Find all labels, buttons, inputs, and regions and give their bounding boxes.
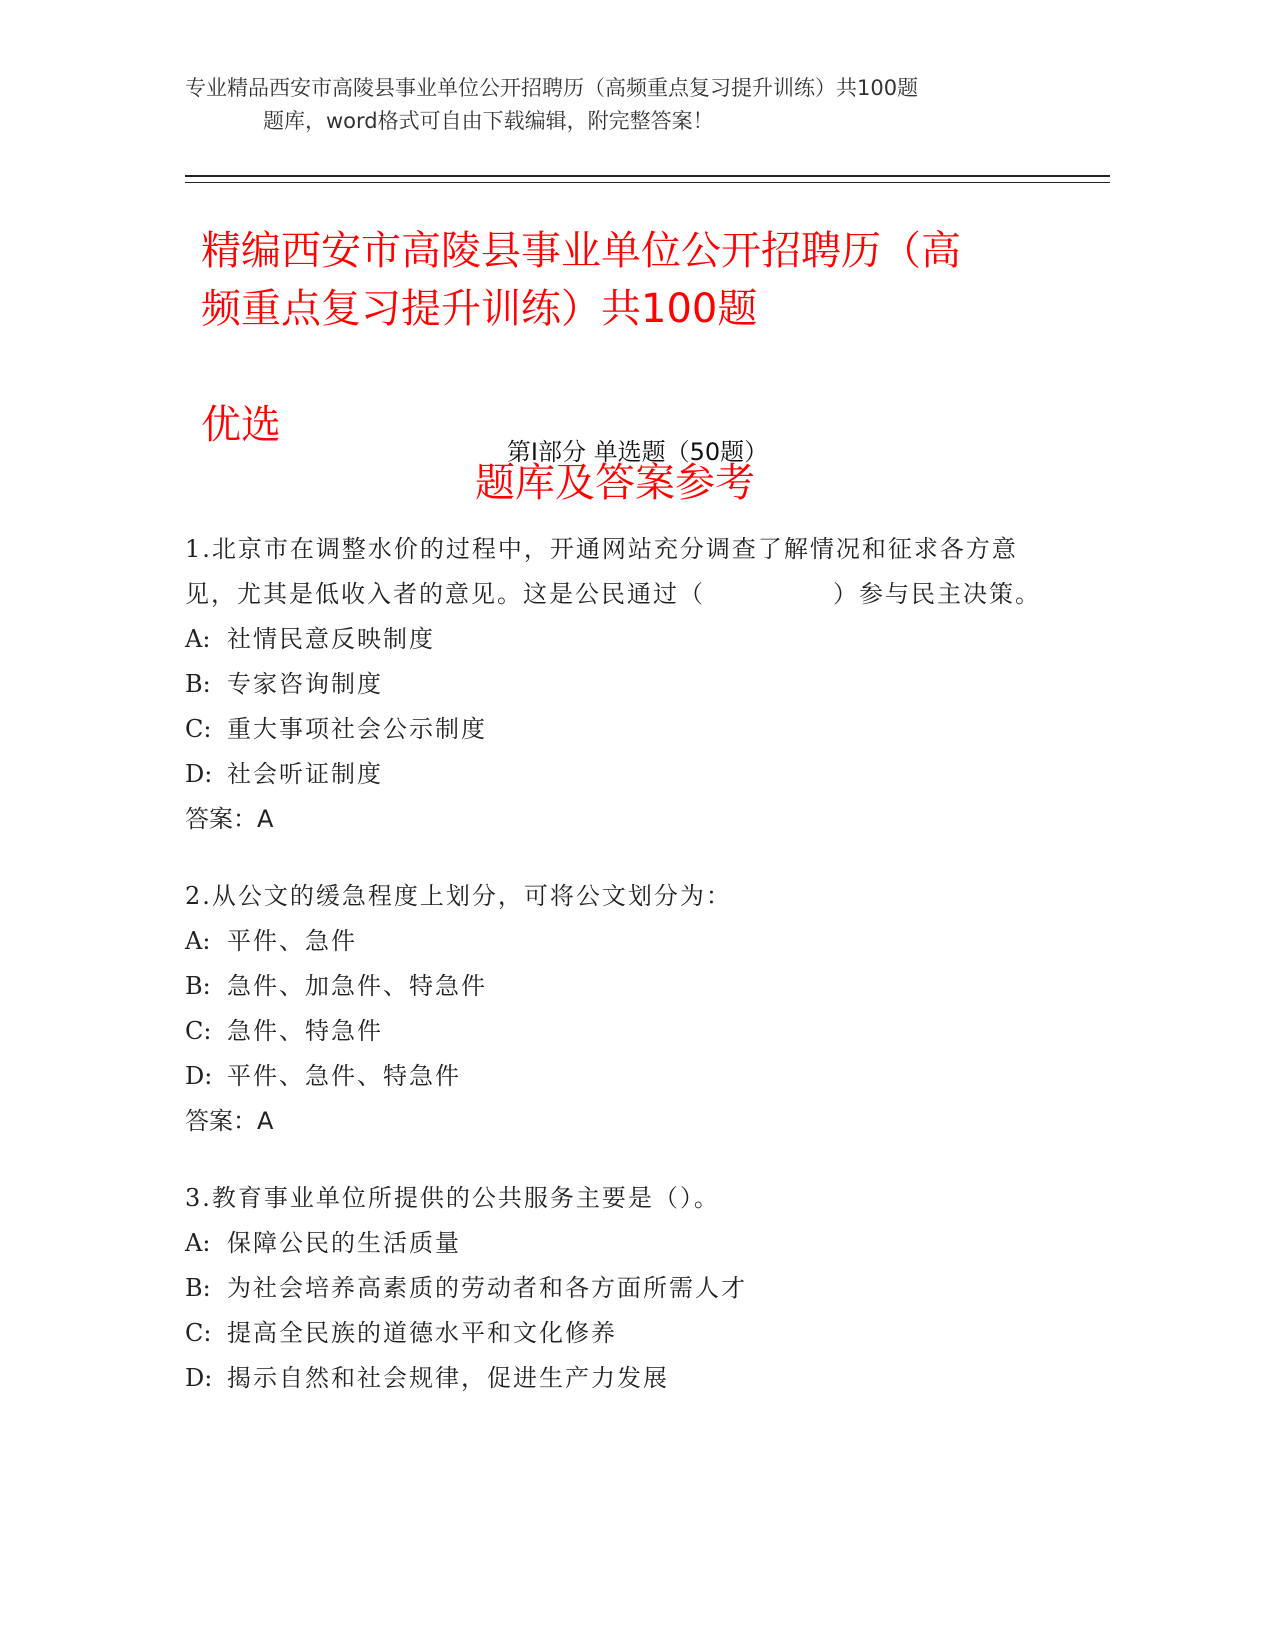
option-text: 重大事项社会公示制度	[227, 715, 487, 743]
option-letter: C:	[185, 715, 212, 743]
option-text: 平件、急件	[227, 927, 357, 955]
option-letter: B:	[185, 1274, 211, 1302]
question-stem-part-1: 1.北京市在调整水价的过程中，开通网站充分调查了解情况和征求各方意见，尤其是低收入者的意见。这是公民通过（	[185, 535, 1018, 608]
answer-line: 答案：A	[185, 1107, 274, 1135]
option-c	[185, 1009, 1065, 1054]
option-text: 提高全民族的道德水平和文化修养	[227, 1319, 617, 1347]
header-rule-thin	[185, 182, 1110, 183]
question-1	[185, 527, 1065, 842]
option-text: 社会听证制度	[227, 760, 383, 788]
option-letter: A:	[185, 1229, 211, 1257]
question-2	[185, 874, 1065, 1144]
question-stem: 3.教育事业单位所提供的公共服务主要是（）。	[185, 1184, 720, 1212]
title-line-2b: 优选	[201, 402, 281, 448]
title-line-2	[185, 280, 1065, 454]
page-header	[185, 72, 1065, 138]
option-text: 保障公民的生活质量	[227, 1229, 461, 1257]
option-text: 专家咨询制度	[227, 670, 383, 698]
question-stem: 2.从公文的缓急程度上划分，可将公文划分为：	[185, 882, 732, 910]
option-a	[185, 1221, 1065, 1266]
title-line-1: 精编西安市高陵县事业单位公开招聘历（高	[201, 228, 961, 274]
header-line-1: 专业精品西安市高陵县事业单位公开招聘历（高频重点复习提升训练）共100题	[185, 76, 919, 100]
option-letter: D:	[185, 760, 213, 788]
option-letter: D:	[185, 1364, 213, 1392]
question-list	[185, 527, 1065, 1401]
question-stem	[185, 527, 1065, 617]
section-heading: 第Ⅰ部分 单选题（50题）	[506, 438, 769, 466]
document-title	[185, 222, 1065, 512]
option-a	[185, 617, 1065, 662]
option-letter: B:	[185, 972, 211, 1000]
option-letter: C:	[185, 1319, 212, 1347]
option-d	[185, 1356, 1065, 1401]
option-c	[185, 1311, 1065, 1356]
option-letter: A:	[185, 927, 211, 955]
header-rule-thick	[185, 175, 1110, 177]
option-text: 为社会培养高素质的劳动者和各方面所需人才	[227, 1274, 747, 1302]
option-b	[185, 964, 1065, 1009]
title-line-2a: 频重点复习提升训练）共100题	[201, 286, 758, 332]
option-d	[185, 1054, 1065, 1099]
option-b	[185, 1266, 1065, 1311]
option-text: 平件、急件、特急件	[227, 1062, 461, 1090]
question-3	[185, 1176, 1065, 1401]
option-letter: D:	[185, 1062, 213, 1090]
header-line-2: 题库，word格式可自由下载编辑，附完整答案！	[263, 109, 714, 133]
option-b	[185, 662, 1065, 707]
question-stem-part-2: ）参与民主决策。	[833, 580, 1041, 608]
option-letter: A:	[185, 625, 211, 653]
option-a	[185, 919, 1065, 964]
option-text: 急件、特急件	[227, 1017, 383, 1045]
option-text: 揭示自然和社会规律，促进生产力发展	[227, 1364, 669, 1392]
option-letter: B:	[185, 670, 211, 698]
option-d	[185, 752, 1065, 797]
option-letter: C:	[185, 1017, 212, 1045]
option-text: 社情民意反映制度	[227, 625, 435, 653]
title-line-3: 题库及答案参考	[475, 460, 755, 506]
option-c	[185, 707, 1065, 752]
answer-line: 答案：A	[185, 805, 274, 833]
option-text: 急件、加急件、特急件	[227, 972, 487, 1000]
